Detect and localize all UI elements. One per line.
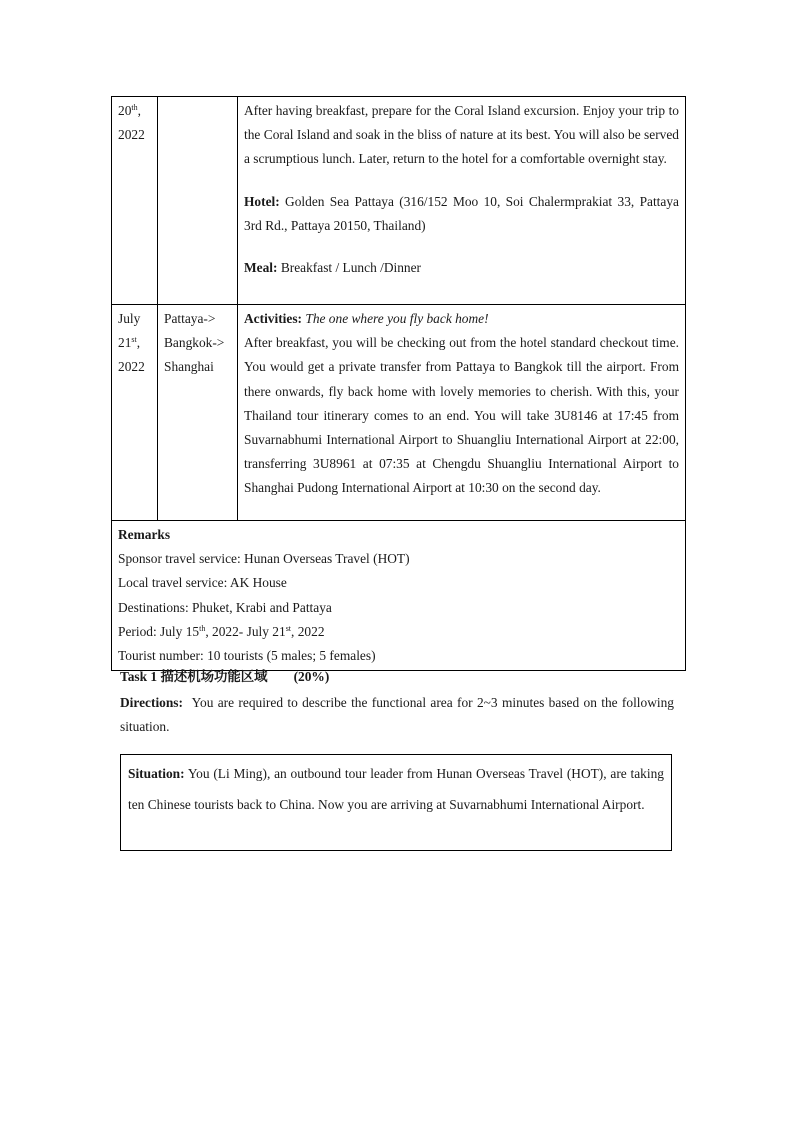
- meal-label: Meal:: [244, 260, 278, 276]
- date-comma: ,: [136, 335, 141, 351]
- directions-label: Directions:: [120, 695, 183, 710]
- activity-paragraph: After having breakfast, prepare for the Coral Island excursion. Enjoy your trip to the Coral Island and soak in the bliss of nature at its best. You will also be served a scrumptious lunch. Later, return to the hotel for a comfortable overnight stay.: [244, 103, 679, 167]
- activities-label: Activities:: [244, 311, 303, 326]
- meal-line: [244, 256, 679, 280]
- table-row: [112, 97, 686, 305]
- date-month: July: [118, 311, 141, 326]
- situation-label: Situation:: [128, 766, 185, 781]
- date-year: 2022: [118, 359, 145, 375]
- situation-text: You (Li Ming), an outbound tour leader from Hunan Overseas Travel (HOT), are taking ten Chinese tourists back to China. Now you are arriving at Suvarnabhumi International Airport.: [128, 766, 664, 812]
- remarks-local: Local travel service: AK House: [118, 575, 287, 591]
- route-stop: Bangkok->: [164, 335, 225, 351]
- task-title: [120, 667, 329, 687]
- activity-cell: [238, 97, 686, 305]
- date-day: 21: [118, 335, 132, 351]
- route-cell: [158, 97, 238, 305]
- activity-cell: [238, 305, 686, 521]
- task-title-text: Task 1 描述机场功能区域: [120, 669, 268, 684]
- route-stop: Pattaya->: [164, 311, 216, 326]
- date-suffix: th: [131, 103, 138, 112]
- remarks-row: [112, 521, 686, 671]
- remarks-destinations: Destinations: Phuket, Krabi and Pattaya: [118, 599, 332, 615]
- situation-box: [120, 754, 672, 851]
- directions-paragraph: [120, 691, 674, 739]
- date-cell: [112, 97, 158, 305]
- itinerary-table: [111, 96, 686, 671]
- route-cell: [158, 305, 238, 521]
- activity-paragraph: After breakfast, you will be checking out from the hotel standard checkout time. You would get a private transfer from Pattaya to Bangkok till the airport. From there onwards, fly back home with lovely memories to cherish. With this, your Thailand tour itinerary comes to an end. You will take 3U8146 at 17:45 from Suvarnabhumi International Airport to Shuangliu International Airport at 22:00, transferring 3U8961 at 07:35 at Chengdu Shuangliu International Airport to Shanghai Pudong International Airport at 10:30 on the second day.: [244, 335, 679, 496]
- directions-text: You are required to describe the functional area for 2~3 minutes based on the following situation.: [120, 695, 675, 735]
- date-suffix: st: [131, 335, 137, 345]
- meal-text: Breakfast / Lunch /Dinner: [280, 260, 422, 276]
- activities-line: [244, 307, 679, 331]
- date-comma: ,: [137, 103, 141, 118]
- date-day: 20: [118, 103, 132, 118]
- remarks-heading: Remarks: [118, 527, 171, 542]
- task-percent: (20%): [293, 669, 330, 684]
- remarks-tourists: Tourist number: 10 tourists (5 males; 5 females): [118, 648, 376, 664]
- table-row: [112, 305, 686, 521]
- remarks-sponsor: Sponsor travel service: Hunan Overseas Travel (HOT): [118, 551, 410, 567]
- hotel-label: Hotel:: [244, 193, 280, 209]
- remarks-period: Period: July 15th, 2022- July 21st, 2022: [118, 623, 325, 639]
- date-year: 2022: [118, 127, 145, 143]
- remarks-cell: [112, 521, 686, 671]
- hotel-line: [244, 190, 679, 238]
- date-cell: [112, 305, 158, 521]
- route-stop: Shanghai: [164, 359, 214, 375]
- activities-text: The one where you fly back home!: [305, 311, 489, 326]
- hotel-text: Golden Sea Pattaya (316/152 Moo 10, Soi Chalermprakiat 33, Pattaya 3rd Rd., Pattaya 20150, Thailand): [244, 193, 679, 233]
